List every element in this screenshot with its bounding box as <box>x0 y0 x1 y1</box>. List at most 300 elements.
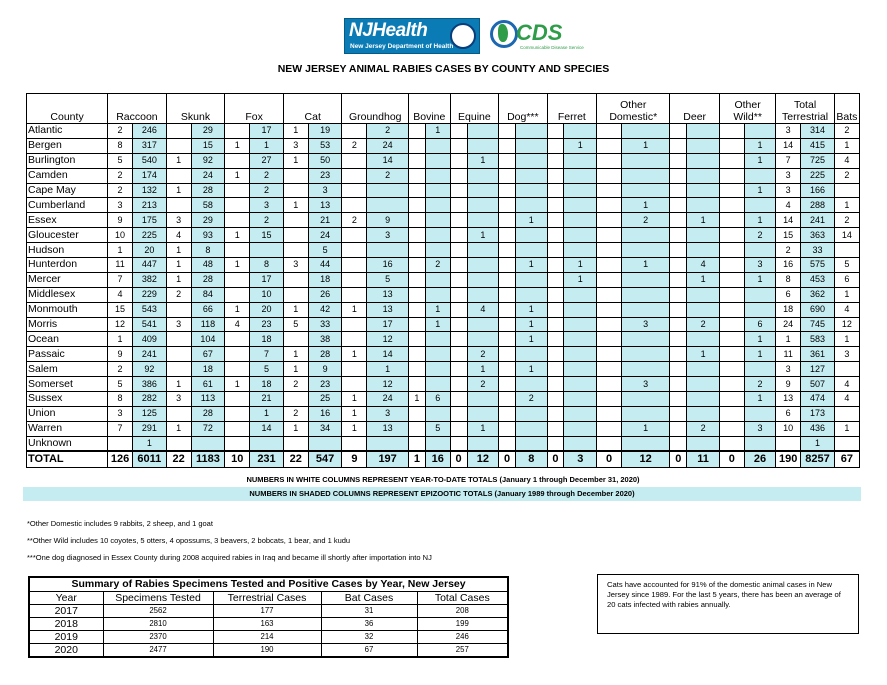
table-cell: 9 <box>342 451 367 467</box>
table-cell <box>564 406 597 421</box>
table-cell <box>499 302 516 317</box>
table-cell: 8 <box>108 138 133 153</box>
table-cell <box>597 436 622 451</box>
table-cell <box>687 287 720 302</box>
table-cell: 33 <box>801 243 835 258</box>
table-cell <box>499 198 516 213</box>
summary-header-terrestrial: Terrestrial Cases <box>213 591 321 604</box>
table-cell <box>308 436 342 451</box>
table-cell <box>408 183 425 198</box>
table-cell <box>516 287 548 302</box>
table-cell: 1 <box>108 332 133 347</box>
table-cell <box>467 168 499 183</box>
table-cell: 1 <box>408 392 425 407</box>
table-cell <box>564 362 597 377</box>
table-cell <box>425 243 450 258</box>
table-cell: 317 <box>132 138 166 153</box>
table-cell <box>719 362 744 377</box>
table-cell: 745 <box>801 317 835 332</box>
table-cell <box>450 392 467 407</box>
cds-subtitle: Communicable Disease Service <box>520 45 584 50</box>
table-cell <box>283 243 308 258</box>
county-name: Somerset <box>27 377 108 392</box>
table-cell <box>450 183 467 198</box>
table-cell <box>621 406 669 421</box>
table-cell <box>499 243 516 258</box>
table-cell <box>834 406 859 421</box>
table-cell: 4 <box>225 317 250 332</box>
table-cell <box>342 436 367 451</box>
table-cell <box>547 362 564 377</box>
table-cell <box>450 153 467 168</box>
table-cell: 575 <box>801 258 835 273</box>
table-cell <box>564 287 597 302</box>
nj-health-subtitle: New Jersey Department of Health <box>350 43 454 50</box>
table-cell <box>744 302 776 317</box>
table-cell <box>250 436 284 451</box>
table-cell: 1 <box>342 302 367 317</box>
table-cell <box>597 183 622 198</box>
table-row <box>27 347 860 362</box>
table-cell: 190 <box>776 451 801 467</box>
col-header-other-wild: Other Wild** <box>719 94 775 124</box>
county-name: Monmouth <box>27 302 108 317</box>
table-cell <box>425 228 450 243</box>
table-cell: 2 <box>467 377 499 392</box>
summary-cell: 2017 <box>29 604 103 617</box>
table-cell <box>499 421 516 436</box>
table-cell: 382 <box>132 272 166 287</box>
table-cell: 8 <box>191 243 225 258</box>
table-cell <box>564 198 597 213</box>
table-cell <box>670 332 687 347</box>
table-cell: 125 <box>132 406 166 421</box>
table-cell <box>670 377 687 392</box>
table-cell: 10 <box>108 228 133 243</box>
table-cell <box>687 124 720 139</box>
table-cell <box>547 213 564 228</box>
table-cell <box>719 243 744 258</box>
table-cell: 1 <box>225 258 250 273</box>
table-cell: 104 <box>191 332 225 347</box>
table-cell: 18 <box>191 362 225 377</box>
table-cell: 2 <box>108 362 133 377</box>
table-cell: 1 <box>744 332 776 347</box>
table-cell <box>719 317 744 332</box>
table-cell: 1 <box>166 421 191 436</box>
table-cell <box>744 168 776 183</box>
table-cell <box>597 272 622 287</box>
table-cell <box>166 138 191 153</box>
table-cell: 26 <box>744 451 776 467</box>
table-cell: 173 <box>801 406 835 421</box>
summary-cell: 32 <box>321 630 417 643</box>
table-cell: 3 <box>776 124 801 139</box>
table-cell <box>597 258 622 273</box>
table-cell: 93 <box>191 228 225 243</box>
table-cell: 2 <box>250 168 284 183</box>
table-cell: 1 <box>621 138 669 153</box>
table-row <box>27 228 860 243</box>
summary-header-year: Year <box>29 591 103 604</box>
table-cell: 2 <box>250 213 284 228</box>
table-cell <box>670 287 687 302</box>
summary-row <box>29 643 508 657</box>
table-cell <box>342 168 367 183</box>
table-cell <box>499 392 516 407</box>
table-cell: 5 <box>425 421 450 436</box>
table-cell: 1 <box>425 302 450 317</box>
table-cell: 2 <box>342 138 367 153</box>
cds-logo <box>490 18 586 54</box>
table-cell <box>425 198 450 213</box>
table-cell <box>597 153 622 168</box>
table-cell: 2 <box>687 421 720 436</box>
table-cell <box>564 332 597 347</box>
col-header-groundhog: Groundhog <box>342 94 408 124</box>
table-cell <box>670 406 687 421</box>
table-cell <box>744 198 776 213</box>
table-cell: 1 <box>516 362 548 377</box>
table-cell <box>499 213 516 228</box>
county-name: Unknown <box>27 436 108 451</box>
table-cell: 229 <box>132 287 166 302</box>
table-cell: 22 <box>166 451 191 467</box>
table-cell <box>719 213 744 228</box>
table-cell: 5 <box>108 377 133 392</box>
table-cell <box>670 138 687 153</box>
table-cell: 24 <box>367 138 409 153</box>
table-cell <box>367 183 409 198</box>
table-cell: 1 <box>744 153 776 168</box>
table-cell <box>564 168 597 183</box>
table-cell <box>670 272 687 287</box>
summary-cell: 246 <box>417 630 508 643</box>
table-cell: 20 <box>250 302 284 317</box>
table-cell <box>719 302 744 317</box>
col-header-county: County <box>27 94 108 124</box>
table-cell <box>597 213 622 228</box>
table-cell <box>499 272 516 287</box>
table-cell: 5 <box>834 258 859 273</box>
summary-row <box>29 604 508 617</box>
table-cell: 7 <box>108 421 133 436</box>
table-cell: 2 <box>516 392 548 407</box>
table-cell <box>342 287 367 302</box>
table-cell: 1 <box>250 138 284 153</box>
table-cell: 17 <box>250 124 284 139</box>
table-cell: 12 <box>108 317 133 332</box>
col-header-ferret: Ferret <box>547 94 597 124</box>
table-cell <box>719 153 744 168</box>
table-cell: 44 <box>308 258 342 273</box>
table-cell: 2 <box>166 287 191 302</box>
table-cell <box>670 421 687 436</box>
county-name: Camden <box>27 168 108 183</box>
table-cell: 2 <box>108 168 133 183</box>
table-cell: 10 <box>776 421 801 436</box>
table-cell: 29 <box>191 213 225 228</box>
table-cell: 1 <box>467 153 499 168</box>
table-cell: 1 <box>564 272 597 287</box>
col-header-total-terrestrial: Total Terrestrial <box>776 94 835 124</box>
table-cell <box>687 436 720 451</box>
table-row <box>27 332 860 347</box>
table-cell: 2 <box>108 183 133 198</box>
table-cell <box>450 287 467 302</box>
table-cell <box>719 406 744 421</box>
table-cell: 5 <box>367 272 409 287</box>
table-cell <box>719 436 744 451</box>
table-cell <box>597 287 622 302</box>
summary-cell: 214 <box>213 630 321 643</box>
table-cell: 18 <box>308 272 342 287</box>
summary-header-total: Total Cases <box>417 591 508 604</box>
table-cell <box>283 213 308 228</box>
table-row <box>27 272 860 287</box>
table-cell <box>467 272 499 287</box>
table-cell: 1 <box>425 124 450 139</box>
table-cell: 1 <box>516 258 548 273</box>
table-cell: 66 <box>191 302 225 317</box>
table-cell <box>166 302 191 317</box>
table-cell: 12 <box>621 451 669 467</box>
table-cell: 1 <box>225 168 250 183</box>
cats-note-box: Cats have accounted for 91% of the domestic animal cases in New Jersey since 1989. For the last 5 years, there has been an average of 20 cats infected with rabies annually. <box>597 574 859 634</box>
table-cell <box>719 347 744 362</box>
table-cell <box>166 168 191 183</box>
summary-table-body <box>29 604 508 657</box>
summary-cell: 208 <box>417 604 508 617</box>
table-cell: 1 <box>744 138 776 153</box>
table-cell <box>408 272 425 287</box>
table-cell <box>425 272 450 287</box>
table-cell: 118 <box>191 317 225 332</box>
county-name: Warren <box>27 421 108 436</box>
table-cell: 1 <box>166 183 191 198</box>
table-cell <box>597 317 622 332</box>
nj-state-shape-icon <box>498 24 508 42</box>
table-cell <box>467 124 499 139</box>
table-cell <box>621 272 669 287</box>
summary-cell: 67 <box>321 643 417 657</box>
table-cell <box>450 377 467 392</box>
table-cell <box>719 287 744 302</box>
table-cell: 92 <box>191 153 225 168</box>
table-cell: 2 <box>108 124 133 139</box>
table-cell: 18 <box>776 302 801 317</box>
county-name: Mercer <box>27 272 108 287</box>
county-name: Cape May <box>27 183 108 198</box>
table-row <box>27 362 860 377</box>
table-cell: 166 <box>801 183 835 198</box>
table-cell <box>547 347 564 362</box>
table-cell <box>467 332 499 347</box>
col-header-other-domestic: Other Domestic* <box>597 94 670 124</box>
table-cell <box>450 168 467 183</box>
table-cell <box>547 272 564 287</box>
table-cell: 2 <box>687 317 720 332</box>
table-cell <box>342 272 367 287</box>
table-cell: 8257 <box>801 451 835 467</box>
county-name: TOTAL <box>27 451 108 467</box>
table-cell: 1 <box>225 228 250 243</box>
table-cell: 1 <box>108 243 133 258</box>
table-cell <box>450 406 467 421</box>
table-cell <box>467 406 499 421</box>
col-header-fox: Fox <box>225 94 284 124</box>
table-cell <box>499 287 516 302</box>
table-cell <box>499 347 516 362</box>
table-cell <box>547 124 564 139</box>
table-cell <box>408 138 425 153</box>
table-cell <box>342 124 367 139</box>
footnotes <box>27 515 432 566</box>
table-cell <box>225 362 250 377</box>
table-cell <box>408 302 425 317</box>
table-cell <box>425 347 450 362</box>
table-cell: 1 <box>834 332 859 347</box>
table-cell: 50 <box>308 153 342 168</box>
table-cell: 23 <box>308 168 342 183</box>
table-cell <box>450 302 467 317</box>
table-cell: 3 <box>621 317 669 332</box>
table-cell <box>597 168 622 183</box>
table-cell: 436 <box>801 421 835 436</box>
table-cell: 241 <box>801 213 835 228</box>
table-cell: 2 <box>467 347 499 362</box>
table-cell <box>670 168 687 183</box>
table-cell: 2 <box>367 124 409 139</box>
table-cell: 174 <box>132 168 166 183</box>
table-cell <box>719 421 744 436</box>
table-cell: 7 <box>776 153 801 168</box>
table-cell: 1 <box>283 362 308 377</box>
table-cell: 4 <box>834 377 859 392</box>
table-cell <box>564 228 597 243</box>
table-cell <box>621 168 669 183</box>
table-cell <box>564 421 597 436</box>
table-cell: 13 <box>367 302 409 317</box>
table-cell <box>425 332 450 347</box>
table-cell: 4 <box>108 287 133 302</box>
table-cell: 2 <box>342 213 367 228</box>
table-cell <box>425 213 450 228</box>
table-cell: 3 <box>283 258 308 273</box>
table-cell <box>670 317 687 332</box>
table-cell <box>425 287 450 302</box>
table-cell: 92 <box>132 362 166 377</box>
table-cell <box>687 332 720 347</box>
table-cell <box>547 243 564 258</box>
table-cell: 1 <box>801 436 835 451</box>
table-cell <box>408 347 425 362</box>
summary-cell: 190 <box>213 643 321 657</box>
table-cell <box>225 124 250 139</box>
table-cell: 547 <box>308 451 342 467</box>
table-cell: 17 <box>367 317 409 332</box>
table-cell <box>597 302 622 317</box>
table-cell <box>597 332 622 347</box>
table-cell: 725 <box>801 153 835 168</box>
table-cell <box>408 332 425 347</box>
table-cell <box>547 421 564 436</box>
table-row <box>27 287 860 302</box>
table-cell: 25 <box>308 392 342 407</box>
table-cell <box>719 198 744 213</box>
footnote-other-domestic: *Other Domestic includes 9 rabbits, 2 sheep, and 1 goat <box>27 519 213 528</box>
table-cell: 1 <box>687 347 720 362</box>
table-cell: 10 <box>225 451 250 467</box>
col-header-raccoon: Raccoon <box>108 94 167 124</box>
table-cell <box>687 228 720 243</box>
table-cell <box>719 392 744 407</box>
table-cell <box>687 183 720 198</box>
rabies-table-body <box>27 124 860 468</box>
table-cell: 127 <box>801 362 835 377</box>
table-cell <box>450 138 467 153</box>
table-cell: 1 <box>225 138 250 153</box>
table-cell <box>719 138 744 153</box>
table-cell: 1 <box>467 362 499 377</box>
table-cell: 1 <box>744 347 776 362</box>
county-name: Hunterdon <box>27 258 108 273</box>
table-cell: 21 <box>308 213 342 228</box>
table-cell <box>670 198 687 213</box>
table-cell: 27 <box>250 153 284 168</box>
table-cell: 6 <box>425 392 450 407</box>
table-cell: 28 <box>191 272 225 287</box>
table-cell <box>499 436 516 451</box>
table-cell <box>547 436 564 451</box>
table-cell <box>408 198 425 213</box>
table-row <box>27 124 860 139</box>
table-cell <box>367 198 409 213</box>
summary-header-bat: Bat Cases <box>321 591 417 604</box>
table-cell: 28 <box>191 406 225 421</box>
table-cell <box>166 436 191 451</box>
table-cell <box>687 243 720 258</box>
table-cell: 3 <box>776 362 801 377</box>
table-cell <box>408 153 425 168</box>
table-cell: 1 <box>467 228 499 243</box>
table-cell <box>834 243 859 258</box>
table-cell <box>516 138 548 153</box>
table-row <box>27 243 860 258</box>
table-cell <box>547 168 564 183</box>
table-cell <box>564 347 597 362</box>
county-name: Middlesex <box>27 287 108 302</box>
table-cell <box>687 377 720 392</box>
table-cell: 541 <box>132 317 166 332</box>
summary-row <box>29 630 508 643</box>
table-cell: 14 <box>367 347 409 362</box>
table-cell <box>670 258 687 273</box>
table-cell: 18 <box>250 377 284 392</box>
table-cell: 1 <box>132 436 166 451</box>
table-cell: 2 <box>425 258 450 273</box>
table-cell <box>425 183 450 198</box>
table-row <box>27 392 860 407</box>
table-cell <box>450 198 467 213</box>
table-cell: 0 <box>597 451 622 467</box>
table-cell <box>408 287 425 302</box>
table-cell <box>283 332 308 347</box>
table-cell <box>670 124 687 139</box>
col-header-dog: Dog*** <box>499 94 547 124</box>
table-cell: 26 <box>308 287 342 302</box>
table-cell: 14 <box>250 421 284 436</box>
